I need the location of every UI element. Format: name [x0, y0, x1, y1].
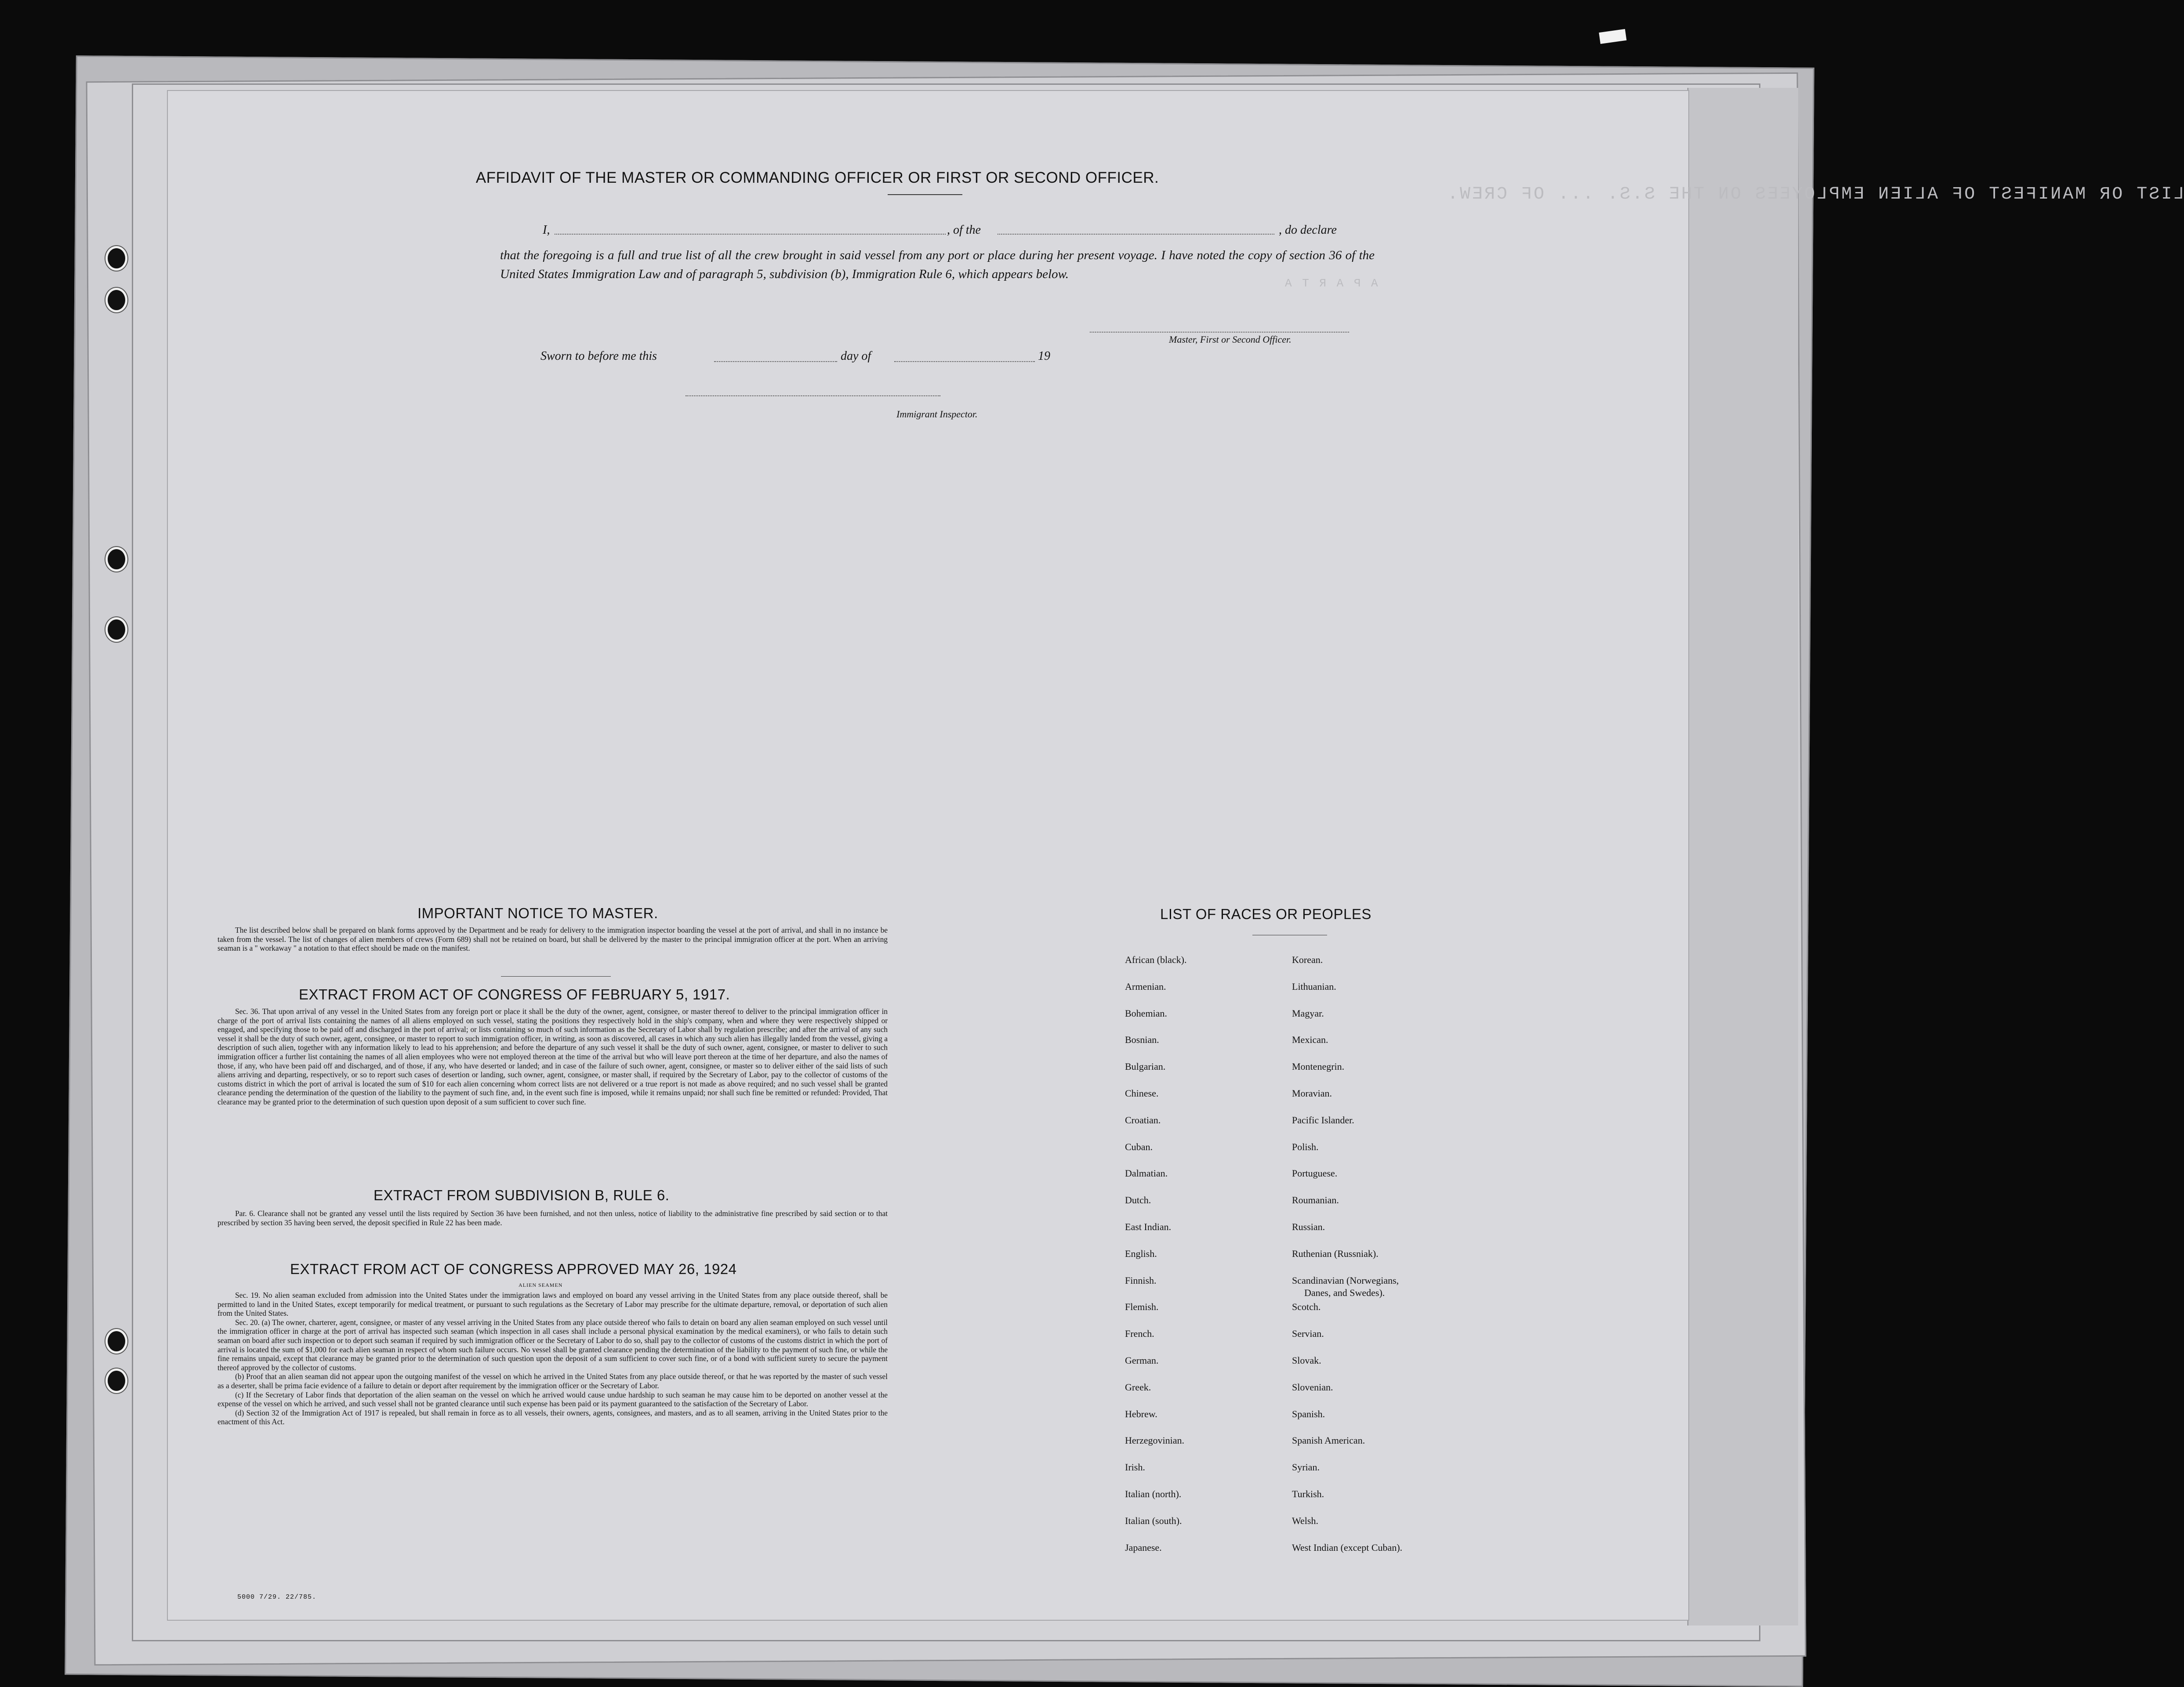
- race-item: Croatian.: [1125, 1114, 1161, 1126]
- year-label: 19: [1038, 349, 1050, 363]
- race-item: Turkish.: [1292, 1488, 1324, 1499]
- affidavit-statement: that the foregoing is a full and true list of all the crew brought in said vessel from any port or place during her present voyage. I have noted the copy of section 36 of the United States Immigration Law and of paragraph 5, subdivision (b), Immigration Rule 6, which appears below.: [500, 248, 1375, 281]
- of-the-label: , of the: [947, 223, 981, 237]
- binder-hole: [105, 1329, 127, 1354]
- race-item: Welsh.: [1292, 1515, 1318, 1526]
- race-item: Dutch.: [1125, 1195, 1151, 1206]
- race-item: Italian (north).: [1125, 1488, 1182, 1499]
- race-item: Russian.: [1292, 1221, 1325, 1232]
- binder-hole: [105, 617, 127, 642]
- section-20a-paragraph: Sec. 20. (a) The owner, charterer, agent, consignee, or master of any vessel arriving in the United States from any place outside thereof who fails to detain on board any alien seaman employed on such vessel until the immigration officer in charge at the port of arrival has inspected such seaman (which inspection in all cases shall include a personal physical examination by the medical examiners), or who fails to detain such seaman on board after such inspection or to deport such seaman if required by such immigration officer or the Secretary of Labor to do so, shall pay to the collector of customs of the customs district in which the port of arrival is located the sum of $1,000 for each alien seaman in respect of whom such failure occurs. No vessel shall be granted clearance pending the determination of the liability to the payment of such fine, or while the fine remains unpaid, except that clearance may be granted prior to the determination of such question upon the deposit of a sum sufficient to cover such fine, or of a bond with sufficient surety to secure the payment thereof approved by the collector of customs.: [218, 1318, 888, 1372]
- race-item: Servian.: [1292, 1328, 1324, 1339]
- inspector-label: Immigrant Inspector.: [896, 409, 978, 420]
- race-item: Spanish.: [1292, 1408, 1325, 1419]
- day-of-label: day of: [841, 349, 871, 363]
- race-item: Scotch.: [1292, 1301, 1321, 1313]
- race-item: Greek.: [1125, 1381, 1151, 1393]
- binder-hole: [105, 246, 127, 271]
- master-signature-blank[interactable]: [1090, 332, 1349, 333]
- extract-1924-heading: EXTRACT FROM ACT OF CONGRESS APPROVED MAY 26, 1924: [290, 1261, 737, 1277]
- race-item: Chinese.: [1125, 1087, 1159, 1099]
- underlying-page-edge: [1687, 88, 1798, 1625]
- race-item: English.: [1125, 1248, 1157, 1259]
- sworn-label: Sworn to before me this: [541, 349, 657, 363]
- master-signature-label: Master, First or Second Officer.: [1169, 334, 1292, 345]
- race-item: East Indian.: [1125, 1221, 1172, 1232]
- race-item: Cuban.: [1125, 1141, 1153, 1152]
- inspector-signature-blank[interactable]: [686, 395, 940, 396]
- do-declare-label: , do declare: [1279, 223, 1337, 237]
- affidavit-i-label: I,: [543, 223, 550, 237]
- affidavit-title: AFFIDAVIT OF THE MASTER OR COMMANDING OFFICER OR FIRST OR SECOND OFFICER.: [475, 169, 1159, 186]
- race-item: Scandinavian (Norwegians,: [1292, 1274, 1399, 1286]
- race-item: Pacific Islander.: [1292, 1114, 1354, 1126]
- race-item: Armenian.: [1125, 981, 1166, 992]
- race-item: Slovenian.: [1292, 1381, 1333, 1393]
- rule6-heading: EXTRACT FROM SUBDIVISION B, RULE 6.: [374, 1187, 670, 1203]
- day-blank[interactable]: [714, 361, 837, 362]
- race-item: Bohemian.: [1125, 1007, 1167, 1019]
- divider: [888, 194, 962, 195]
- race-item: Finnish.: [1125, 1274, 1157, 1286]
- race-item: West Indian (except Cuban).: [1292, 1542, 1403, 1553]
- divider: [501, 976, 611, 977]
- races-heading: LIST OF RACES OR PEOPLES: [1160, 906, 1371, 922]
- name-blank[interactable]: [555, 234, 946, 235]
- race-item: Irish.: [1125, 1462, 1145, 1473]
- race-item: Danes, and Swedes).: [1304, 1287, 1385, 1298]
- show-through-text: LIST OR MANIFEST OF ALIEN EMPLOYEES ON THE S.S. ... OF CREW.: [1446, 185, 2184, 204]
- race-item: African (black).: [1125, 954, 1187, 965]
- vessel-blank[interactable]: [998, 234, 1274, 235]
- race-item: Japanese.: [1125, 1542, 1162, 1553]
- race-item: Montenegrin.: [1292, 1061, 1345, 1072]
- section-20d-paragraph: (d) Section 32 of the Immigration Act of 1917 is repealed, but shall remain in force as to all vessels, their owners, agents, consignees, and masters, and as to all seamen, arriving in the United States prior to the enactment of this Act.: [218, 1408, 888, 1426]
- race-item: Flemish.: [1125, 1301, 1159, 1313]
- race-item: Hebrew.: [1125, 1408, 1157, 1419]
- notice-paragraph: The list described below shall be prepared on blank forms approved by the Department and be ready for delivery to the immigration inspector boarding the vessel at the port of arrival, and shall in no instance be taken from the vessel. The list of changes of alien members of crews (Form 689) shall not be retained on board, but shall be delivered by the master to the principal immigration officer at the port. When an arriving seaman is a " workaway " a notation to that effect should be made on the manifest.: [218, 926, 888, 953]
- race-item: German.: [1125, 1354, 1159, 1366]
- notice-text: [218, 926, 888, 953]
- races-left-column: [1125, 954, 1186, 1568]
- alien-seamen-subheading: ALIEN SEAMEN: [519, 1282, 563, 1288]
- month-blank[interactable]: [894, 361, 1035, 362]
- race-item: Mexican.: [1292, 1034, 1328, 1046]
- race-item: Ruthenian (Russniak).: [1292, 1248, 1379, 1259]
- race-item: Roumanian.: [1292, 1195, 1339, 1206]
- races-right-column: [1292, 954, 1402, 1568]
- section-36-paragraph: Sec. 36. That upon arrival of any vessel in the United States from any foreign port or place it shall be the duty of the owner, agent, consignee, or master thereof to deliver to the principal immigration officer in charge of the port of arrival lists containing the names of all aliens employed on such vessel, stating the positions they respectively hold in the ship's company, when and where they were respectively shipped or engaged, and specifying those to be paid off and discharged in the port of arrival; or lists containing so much of such information as the Secretary of Labor shall by regulation prescribe; and after the arrival of any such vessel it shall be the duty of such owner, agent, consignee, or master to report to such immigration officer, in writing, as soon as discovered, all cases in which any such alien has illegally landed from the vessel, giving a description of such alien, together with any information likely to lead to his apprehension; and before the departure of any such vessel it shall be the duty of such owner, agent, consignee, or master to deliver to such immigration officer a further list containing the names of all alien employees who were not employed thereon at the time of the arrival but who will leave port thereon at the time of her departure, and also the names of those, if any, who have been paid off and discharged, and of those, if any, who have deserted or landed; and in case of the failure of such owner, agent, consignee, or master so to deliver either of the said lists of such aliens arriving and departing, respectively, or so to report such cases of desertion or landing, such owner, agent, consignee, or master shall, if required by the Secretary of Labor, pay to the collector of customs of the customs district in which the port of arrival is located the sum of $10 for each alien concerning whom correct lists are not delivered or a true report is not made as above required; and no such vessel shall be granted clearance pending the determination of the question of the liability to the payment of such fine, and, in the event such fine is imposed, while it remains unpaid; nor shall such fine be remitted or refunded: Provided, That clearance may be granted prior to the determination of such question upon deposit of a sum sufficient to cover such fine.: [218, 1007, 888, 1106]
- race-item: Lithuanian.: [1292, 981, 1336, 992]
- race-item: Moravian.: [1292, 1087, 1332, 1099]
- rule6-paragraph: Par. 6. Clearance shall not be granted any vessel until the lists required by Section 36 have been furnished, and not then unless, notice of liability to the administrative fine prescribed by said section or to that prescribed by section 35 having been served, the deposit specified in Rule 22 has been made.: [218, 1209, 888, 1227]
- show-through-text: A P A R T A: [1283, 277, 1378, 290]
- rule6-text: [218, 1209, 888, 1227]
- extract-1917-heading: EXTRACT FROM ACT OF CONGRESS OF FEBRUARY 5, 1917.: [299, 986, 730, 1003]
- notice-heading: IMPORTANT NOTICE TO MASTER.: [417, 905, 658, 921]
- binder-hole: [105, 547, 127, 572]
- race-item: Magyar.: [1292, 1007, 1324, 1019]
- race-item: Slovak.: [1292, 1354, 1321, 1366]
- section-19-paragraph: Sec. 19. No alien seaman excluded from admission into the United States under the immigration laws and employed on board any vessel arriving in the United States from any place outside thereof, shall be permitted to land in the United States, except temporarily for medical treatment, or pursuant to such regulations as the Secretary of Labor may prescribe for the ultimate departure, removal, or deportation of such alien from the United States.: [218, 1291, 888, 1318]
- extract-1924-text: [218, 1291, 888, 1426]
- extract-1917-text: [218, 1007, 888, 1107]
- race-item: Syrian.: [1292, 1462, 1320, 1473]
- race-item: Italian (south).: [1125, 1515, 1182, 1526]
- race-item: Herzegovinian.: [1125, 1435, 1184, 1446]
- section-20b-paragraph: (b) Proof that an alien seaman did not appear upon the outgoing manifest of the vessel on which he arrived in the United States from any place outside thereof, or that he was reported by the master of such vessel as a deserter, shall be prima facie evidence of a failure to detain or deport after requirement by the immigration officer or the Secretary of Labor.: [218, 1372, 888, 1390]
- race-item: Portuguese.: [1292, 1168, 1338, 1179]
- race-item: Dalmatian.: [1125, 1168, 1168, 1179]
- binder-hole: [105, 288, 127, 312]
- race-item: Korean.: [1292, 954, 1323, 965]
- race-item: Bulgarian.: [1125, 1061, 1166, 1072]
- race-item: Spanish American.: [1292, 1435, 1365, 1446]
- race-item: Polish.: [1292, 1141, 1319, 1152]
- section-20c-paragraph: (c) If the Secretary of Labor finds that deportation of the alien seaman on the vessel on which he arrived would cause undue hardship to such seaman he may cause him to be deported on another vessel at the expense of the vessel on which he arrived, and such vessel shall not be granted clearance until such expense has been paid or its payment guaranteed to the satisfaction of the Secretary of Labor.: [218, 1390, 888, 1408]
- corner-tab: [1599, 29, 1626, 44]
- race-item: French.: [1125, 1328, 1154, 1339]
- race-item: Bosnian.: [1125, 1034, 1159, 1046]
- form-code: 5000 7/29. 22/785.: [237, 1593, 317, 1601]
- binder-hole: [105, 1368, 127, 1393]
